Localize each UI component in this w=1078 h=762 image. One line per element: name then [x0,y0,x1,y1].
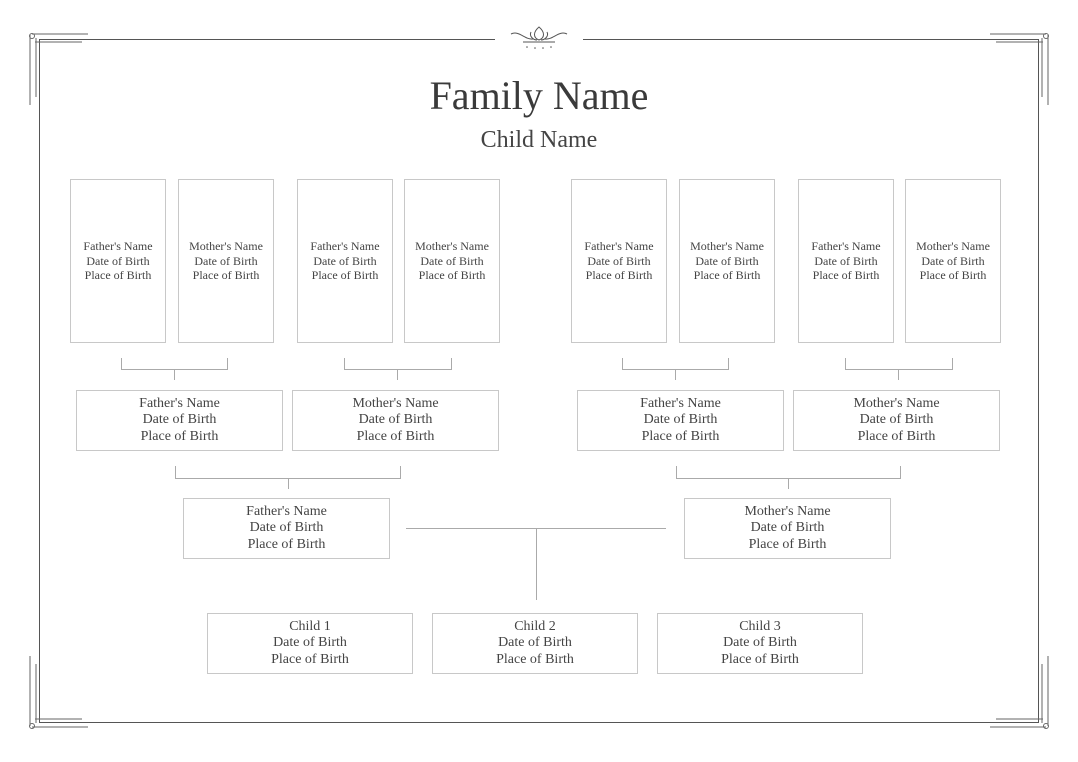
connector [174,369,175,380]
person-dob: Date of Birth [723,635,797,651]
child-box [657,613,863,674]
person-pob: Place of Birth [812,268,880,283]
person-pob: Place of Birth [247,536,326,552]
person-pob: Place of Birth [641,428,720,444]
person-name: Mother's Name [916,239,990,254]
person-name: Child 1 [289,618,331,634]
person-dob: Date of Birth [814,253,878,268]
children-connector [536,528,537,600]
person-name: Father's Name [811,239,881,254]
connector [788,478,789,489]
person-name: Mother's Name [352,395,439,411]
connector [900,466,901,478]
person-pob: Place of Birth [496,651,574,667]
connector [175,466,176,478]
person-name: Mother's Name [415,239,489,254]
person-name: Father's Name [246,503,327,519]
person-dob: Date of Birth [194,253,258,268]
person-dob: Date of Birth [142,412,217,428]
person-name: Father's Name [83,239,153,254]
grandparent-box [292,390,499,451]
person-pob: Place of Birth [721,651,799,667]
grandparent-box [793,390,1000,451]
person-dob: Date of Birth [750,520,825,536]
great-grandparent-box [404,179,500,343]
connector [622,358,623,369]
person-dob: Date of Birth [498,635,572,651]
connector [121,358,122,369]
connector [344,358,345,369]
great-grandparent-box [798,179,894,343]
person-name: Mother's Name [189,239,263,254]
great-grandparent-box [70,179,166,343]
person-dob: Date of Birth [313,253,377,268]
person-dob: Date of Birth [921,253,985,268]
connector [227,358,228,369]
child-name-subtitle: Child Name [480,127,598,153]
connector [400,466,401,478]
person-pob: Place of Birth [356,428,435,444]
person-dob: Date of Birth [643,412,718,428]
grandparent-box [76,390,283,451]
great-grandparent-box [571,179,667,343]
person-name: Mother's Name [744,503,831,519]
person-name: Mother's Name [853,395,940,411]
child-box [432,613,638,674]
child-box [207,613,413,674]
person-dob: Date of Birth [86,253,150,268]
person-pob: Place of Birth [693,268,761,283]
person-pob: Place of Birth [84,268,152,283]
connector [397,369,398,380]
person-dob: Date of Birth [587,253,651,268]
person-pob: Place of Birth [192,268,260,283]
person-dob: Date of Birth [859,412,934,428]
person-name: Child 2 [514,618,556,634]
person-name: Father's Name [310,239,380,254]
person-dob: Date of Birth [358,412,433,428]
person-pob: Place of Birth [748,536,827,552]
crown-ornament-icon [509,24,569,50]
person-dob: Date of Birth [249,520,324,536]
great-grandparent-box [679,179,775,343]
connector [676,466,677,478]
connector [898,369,899,380]
person-pob: Place of Birth [311,268,379,283]
person-dob: Date of Birth [695,253,759,268]
grandparent-box [577,390,784,451]
connector [675,369,676,380]
person-dob: Date of Birth [273,635,347,651]
connector [845,369,953,370]
connector [288,478,289,489]
person-pob: Place of Birth [857,428,936,444]
great-grandparent-box [178,179,274,343]
person-dob: Date of Birth [420,253,484,268]
great-grandparent-box [297,179,393,343]
person-pob: Place of Birth [140,428,219,444]
parent-box [183,498,390,559]
person-name: Mother's Name [690,239,764,254]
person-name: Father's Name [584,239,654,254]
connector [952,358,953,369]
connector [451,358,452,369]
connector [344,369,452,370]
great-grandparent-box [905,179,1001,343]
person-pob: Place of Birth [271,651,349,667]
person-name: Father's Name [640,395,721,411]
connector [845,358,846,369]
parent-box [684,498,891,559]
family-name-title: Family Name [429,73,649,118]
person-name: Child 3 [739,618,781,634]
person-pob: Place of Birth [919,268,987,283]
person-pob: Place of Birth [585,268,653,283]
person-name: Father's Name [139,395,220,411]
connector [728,358,729,369]
person-pob: Place of Birth [418,268,486,283]
